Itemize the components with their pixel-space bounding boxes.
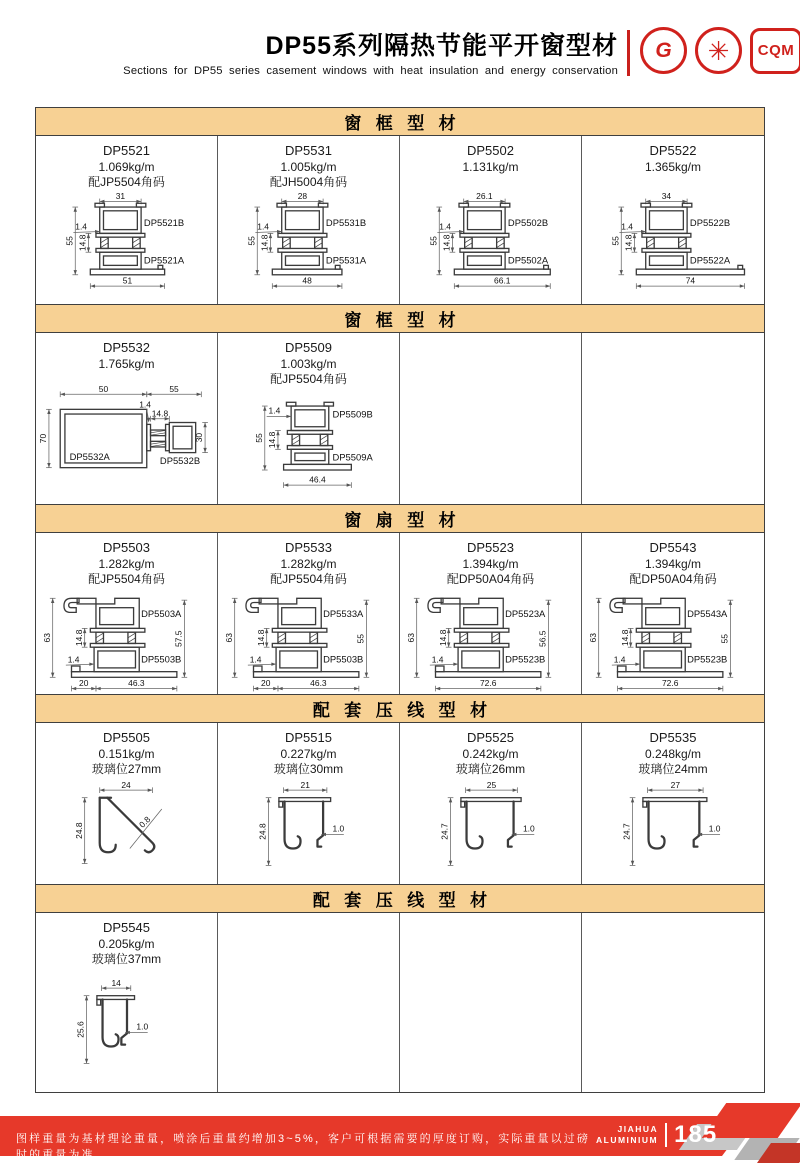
profile-cell-dp5505: [36, 723, 218, 884]
profile-note: 配JP5504角码: [270, 571, 347, 586]
svg-text:72.6: 72.6: [479, 678, 496, 689]
svg-text:DP5533A: DP5533A: [322, 607, 363, 619]
svg-text:DP5503B: DP5503B: [322, 653, 363, 665]
svg-text:1.0: 1.0: [708, 823, 721, 834]
page-title: DP55系列隔热节能平开窗型材: [265, 32, 618, 60]
section-header-sash: [36, 505, 764, 533]
profile-drawing: [582, 587, 764, 694]
svg-text:26.1: 26.1: [475, 190, 493, 201]
svg-text:DP5502A: DP5502A: [507, 254, 548, 266]
cqm-cert-logo-text: CQM: [757, 42, 795, 59]
profile-weight: 1.365kg/m: [644, 159, 702, 174]
profile-weight: 1.069kg/m: [98, 159, 155, 174]
svg-text:1.4: 1.4: [67, 654, 80, 665]
profile-cell-dp5503: [36, 533, 218, 694]
svg-text:30: 30: [193, 432, 204, 442]
profile-cell-dp5543: [582, 533, 764, 694]
svg-text:46.3: 46.3: [309, 678, 327, 689]
svg-text:14.8: 14.8: [77, 234, 88, 252]
svg-text:1.4: 1.4: [431, 654, 444, 665]
profile-note: 玻璃位30mm: [273, 761, 344, 776]
svg-text:24.7: 24.7: [621, 823, 632, 840]
profile-note: 配DP50A04角码: [629, 571, 717, 586]
svg-text:51: 51: [122, 275, 132, 286]
gb-cert-logo-letter: G: [655, 38, 672, 62]
svg-text:28: 28: [297, 191, 307, 202]
profile-row-4: [36, 723, 764, 885]
svg-text:DP5503A: DP5503A: [140, 607, 181, 619]
section-title: 配套压线型材: [312, 701, 502, 720]
profile-code: DP5543: [649, 540, 697, 555]
svg-text:14.8: 14.8: [255, 629, 266, 646]
svg-text:DP5521A: DP5521A: [143, 254, 184, 266]
svg-text:24.8: 24.8: [73, 822, 84, 839]
profile-code: DP5505: [103, 730, 150, 745]
profile-code: DP5521: [103, 143, 150, 158]
svg-text:56.5: 56.5: [537, 630, 548, 647]
svg-text:31: 31: [115, 191, 125, 202]
svg-text:1.4: 1.4: [249, 654, 262, 665]
svg-text:DP5543A: DP5543A: [687, 607, 728, 619]
svg-text:1.4: 1.4: [256, 221, 269, 232]
profile-weight: 0.227kg/m: [280, 746, 337, 761]
svg-text:55: 55: [253, 432, 264, 443]
svg-text:14.8: 14.8: [619, 629, 630, 646]
section-header-bead-2: [36, 885, 764, 913]
brand-name: [596, 1124, 658, 1145]
svg-text:63: 63: [405, 632, 416, 643]
footer-brand: [596, 1121, 717, 1149]
svg-text:DP5532B: DP5532B: [159, 454, 200, 466]
profile-drawing: [582, 190, 764, 304]
svg-text:57.5: 57.5: [173, 630, 184, 647]
svg-text:DP5509B: DP5509B: [332, 407, 373, 419]
profile-weight: 0.248kg/m: [644, 746, 702, 761]
profile-code: DP5545: [103, 920, 150, 935]
profile-weight: 1.003kg/m: [280, 356, 337, 371]
profile-code: DP5515: [285, 730, 332, 745]
svg-text:DP5503B: DP5503B: [140, 653, 181, 665]
profile-drawing: [36, 587, 217, 694]
svg-text:DP5523B: DP5523B: [687, 653, 728, 665]
svg-text:DP5523B: DP5523B: [504, 653, 545, 665]
profile-drawing: [218, 191, 399, 304]
svg-text:55: 55: [168, 383, 179, 394]
title-block: [0, 26, 618, 77]
profile-row-3: [36, 533, 764, 695]
profile-drawing: [400, 587, 581, 694]
profile-cell-dp5535: [582, 723, 764, 884]
profile-code: DP5531: [285, 143, 332, 158]
svg-text:55: 55: [355, 633, 366, 644]
svg-text:55: 55: [63, 236, 74, 246]
svg-text:46.3: 46.3: [127, 678, 145, 689]
profile-weight: 0.205kg/m: [98, 936, 155, 951]
svg-text:DP5523A: DP5523A: [504, 607, 545, 619]
profile-weight: 1.394kg/m: [644, 556, 702, 571]
svg-text:25.6: 25.6: [75, 1020, 86, 1038]
svg-text:63: 63: [587, 632, 598, 643]
svg-text:24.7: 24.7: [439, 823, 450, 840]
profile-note: 玻璃位26mm: [455, 761, 526, 776]
profile-cell-dp5532: [36, 333, 218, 504]
section-title: 配套压线型材: [312, 891, 502, 910]
profile-drawing: [36, 191, 217, 304]
svg-text:14.8: 14.8: [437, 629, 448, 646]
profile-note: 玻璃位24mm: [638, 761, 708, 776]
svg-text:72.6: 72.6: [661, 678, 679, 689]
svg-text:1.0: 1.0: [522, 823, 535, 834]
svg-text:DP5531A: DP5531A: [325, 254, 366, 266]
cqm-cert-logo: [750, 28, 800, 74]
svg-text:0.8: 0.8: [136, 814, 152, 830]
profile-table: [35, 107, 765, 1093]
section-title: 窗框型材: [344, 311, 471, 330]
svg-text:1.0: 1.0: [135, 1021, 148, 1032]
svg-text:27: 27: [670, 779, 681, 790]
svg-text:1.4: 1.4: [438, 221, 451, 232]
svg-text:50: 50: [98, 383, 108, 394]
svg-text:48: 48: [301, 275, 312, 286]
profile-note: 配JH5004角码: [269, 175, 348, 190]
svg-text:DP5531B: DP5531B: [325, 216, 366, 228]
footer-note: 图样重量为基材理论重量，喷涂后重量约增加3~5%，客户可根据需要的厚度订购，实际重量以过磅时的重量为准。: [16, 1133, 590, 1161]
svg-text:24: 24: [120, 779, 131, 790]
profile-row-2: [36, 333, 764, 505]
svg-text:1.4: 1.4: [613, 654, 626, 665]
profile-cell-dp5531: [218, 136, 400, 304]
svg-text:DP5521B: DP5521B: [143, 216, 184, 228]
profile-cell-dp5533: [218, 533, 400, 694]
flower-cert-logo: [695, 27, 742, 74]
svg-text:14.8: 14.8: [151, 408, 168, 419]
profile-drawing: [218, 388, 399, 504]
profile-note: 配JP5504角码: [88, 571, 165, 586]
profile-code: DP5533: [285, 540, 332, 555]
profile-row-5: [36, 913, 764, 1092]
page-number: 185: [674, 1121, 718, 1148]
profile-code: DP5525: [467, 730, 514, 745]
svg-text:14.8: 14.8: [266, 431, 277, 448]
profile-code: DP5503: [103, 540, 150, 555]
cert-logos: [640, 27, 800, 74]
svg-text:55: 55: [610, 235, 621, 246]
empty-cell: [400, 333, 582, 504]
profile-cell-dp5521: [36, 136, 218, 304]
svg-text:20: 20: [78, 678, 88, 689]
svg-text:34: 34: [661, 190, 672, 201]
profile-drawing: [218, 587, 399, 694]
svg-text:46.4: 46.4: [308, 474, 326, 485]
profile-weight: 1.765kg/m: [98, 356, 155, 371]
svg-text:DP5522B: DP5522B: [689, 216, 731, 228]
profile-cell-dp5525: [400, 723, 582, 884]
svg-text:55: 55: [427, 235, 438, 246]
svg-text:20: 20: [260, 678, 270, 689]
svg-text:24.8: 24.8: [257, 823, 268, 840]
section-title: 窗扇型材: [344, 511, 471, 530]
section-header-frame-1: [36, 108, 764, 136]
profile-cell-dp5545: [36, 913, 218, 1092]
svg-text:14.8: 14.8: [259, 234, 270, 252]
svg-text:74: 74: [685, 275, 696, 286]
svg-text:DP5532A: DP5532A: [69, 450, 110, 462]
profile-weight: 1.394kg/m: [462, 556, 519, 571]
svg-text:63: 63: [223, 632, 234, 643]
profile-note: 配DP50A04角码: [446, 571, 535, 586]
profile-note: 玻璃位37mm: [91, 952, 162, 967]
profile-cell-dp5522: [582, 136, 764, 304]
profile-code: DP5522: [649, 143, 697, 158]
svg-text:14.8: 14.8: [623, 234, 634, 251]
profile-cell-dp5502: [400, 136, 582, 304]
brand-line2: ALUMINIUM: [596, 1135, 659, 1145]
profile-code: DP5523: [467, 540, 514, 555]
profile-drawing: [218, 777, 399, 884]
profile-cell-dp5515: [218, 723, 400, 884]
brand-line1: JIAHUA: [617, 1124, 659, 1135]
empty-cell: [400, 913, 582, 1092]
profile-note: 玻璃位27mm: [91, 761, 162, 776]
profile-drawing: [36, 968, 217, 1092]
profile-weight: 1.005kg/m: [280, 159, 337, 174]
svg-text:66.1: 66.1: [493, 275, 511, 286]
svg-text:1.0: 1.0: [332, 823, 344, 834]
profile-code: DP5535: [649, 730, 697, 745]
page-subtitle: Sections for DP55 series casement windows with heat insulation and energy conservation: [123, 65, 618, 77]
profile-code: DP5509: [285, 340, 332, 355]
svg-text:DP5522A: DP5522A: [689, 254, 731, 266]
svg-text:63: 63: [41, 632, 52, 643]
profile-cell-dp5509: [218, 333, 400, 504]
flower-cert-logo-glyph: ✳: [707, 35, 730, 66]
svg-text:DP5502B: DP5502B: [507, 216, 548, 228]
svg-text:1.4: 1.4: [74, 221, 87, 232]
svg-text:DP5509A: DP5509A: [332, 451, 373, 463]
profile-code: DP5502: [467, 143, 514, 158]
profile-weight: 1.282kg/m: [98, 556, 155, 571]
profile-cell-dp5523: [400, 533, 582, 694]
svg-text:14.8: 14.8: [73, 629, 84, 646]
svg-text:14: 14: [110, 977, 121, 988]
profile-weight: 0.151kg/m: [98, 746, 155, 761]
svg-text:14.8: 14.8: [441, 234, 452, 251]
profile-note: 配JP5504角码: [88, 175, 165, 190]
empty-cell: [582, 333, 764, 504]
empty-cell: [218, 913, 400, 1092]
gb-cert-logo: [640, 27, 687, 74]
profile-row-1: [36, 136, 764, 305]
section-title: 窗框型材: [344, 114, 471, 133]
svg-text:55: 55: [719, 633, 730, 644]
empty-cell: [582, 913, 764, 1092]
profile-drawing: [582, 777, 764, 884]
section-header-bead-1: [36, 695, 764, 723]
profile-code: DP5532: [103, 340, 150, 355]
section-header-frame-2: [36, 305, 764, 333]
profile-drawing: [36, 777, 217, 884]
svg-text:25: 25: [486, 779, 496, 790]
profile-drawing: [36, 372, 217, 504]
profile-weight: 1.282kg/m: [280, 556, 337, 571]
svg-text:70: 70: [37, 433, 48, 443]
header-divider: [627, 30, 630, 76]
svg-text:1.4: 1.4: [621, 221, 634, 232]
svg-text:55: 55: [245, 236, 256, 246]
svg-text:21: 21: [300, 779, 310, 790]
svg-text:1.4: 1.4: [268, 405, 280, 416]
svg-text:1.4: 1.4: [138, 399, 151, 410]
brand-divider: [665, 1123, 667, 1147]
profile-note: 配JP5504角码: [270, 372, 347, 387]
profile-weight: 0.242kg/m: [462, 746, 519, 761]
profile-drawing: [400, 190, 581, 304]
profile-drawing: [400, 777, 581, 884]
profile-weight: 1.131kg/m: [462, 159, 519, 174]
